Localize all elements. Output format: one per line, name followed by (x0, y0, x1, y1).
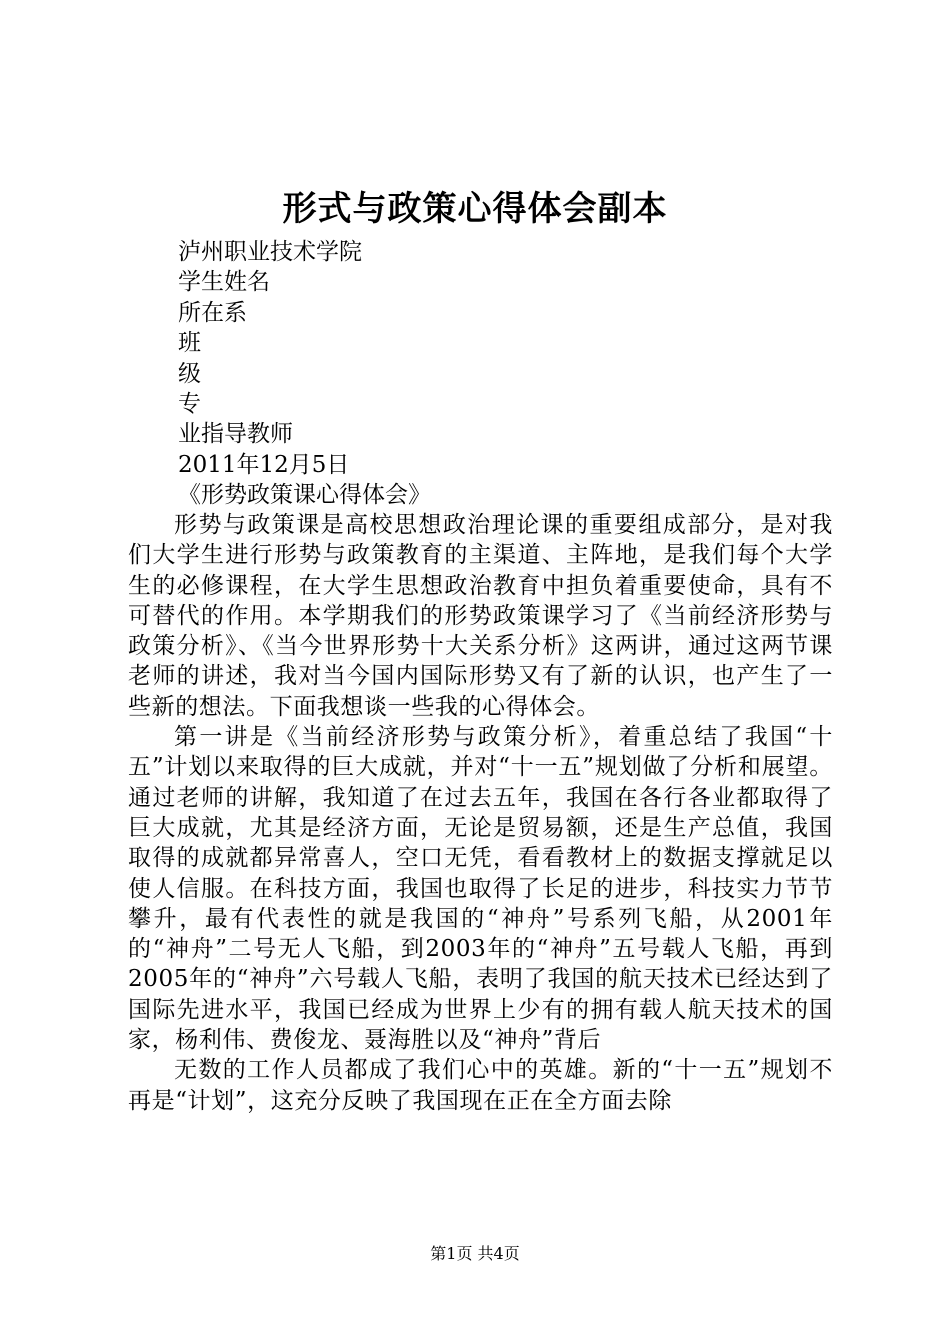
paragraph: 第一讲是《当前经济形势与政策分析》，着重总结了我国“十五”计划以来取得的巨大成就，并对“十一五”规划做了分析和展望。通过老师的讲解，我知道了在过去五年，我国在各行各业都取得了巨大成就，尤其是经济方面，无论是贸易额，还是生产总值，我国取得的成就都异常喜人，空口无凭，看看教材上的数据支撑就足以使人信服。在科技方面，我国也取得了长足的进步，科技实力节节攀升，最有代表性的就是我国的“神舟”号系列飞船，从2001年的“神舟”二号无人飞船，到2003年的“神舟”五号载人飞船，再到2005年的“神舟”六号载人飞船，表明了我国的航天技术已经达到了国际先进水平，我国已经成为世界上少有的拥有载人航天技术的国家，杨利伟、费俊龙、聂海胜以及“神舟”背后 (128, 724, 833, 1054)
class-label-part1: 班 (178, 330, 201, 357)
major-label-part1: 专 (178, 390, 201, 417)
paragraph: 无数的工作人员都成了我们心中的英雄。新的“十一五”规划不再是“计划”，这充分反映了我国现在正在全方面去除 (128, 1057, 833, 1114)
class-label-part2: 级 (178, 360, 201, 387)
student-name-label: 学生姓名 (178, 269, 270, 296)
page-footer: 第1页 共4页 (430, 1244, 520, 1263)
document-title: 形式与政策心得体会副本 (282, 189, 668, 229)
school-name: 泸州职业技术学院 (178, 239, 362, 265)
advisor-label: 业指导教师 (178, 421, 293, 448)
paragraph: 形势与政策课是高校思想政治理论课的重要组成部分，是对我们大学生进行形势与政策教育的主渠道、主阵地，是我们每个大学生的必修课程，在大学生思想政治教育中担负着重要使命，具有不可替代的作用。本学期我们的形势政策课学习了《当前经济形势与政策分析》、《当今世界形势十大关系分析》这两讲，通过这两节课老师的讲述，我对当今国内国际形势又有了新的认识，也产生了一些新的想法。下面我想谈一些我的心得体会。 (128, 512, 833, 720)
department-label: 所在系 (178, 299, 247, 326)
document-body (128, 510, 833, 1116)
essay-subtitle: 《形势政策课心得体会》 (178, 482, 431, 509)
info-block (178, 237, 838, 511)
date-line: 2011年12月5日 (178, 451, 350, 478)
